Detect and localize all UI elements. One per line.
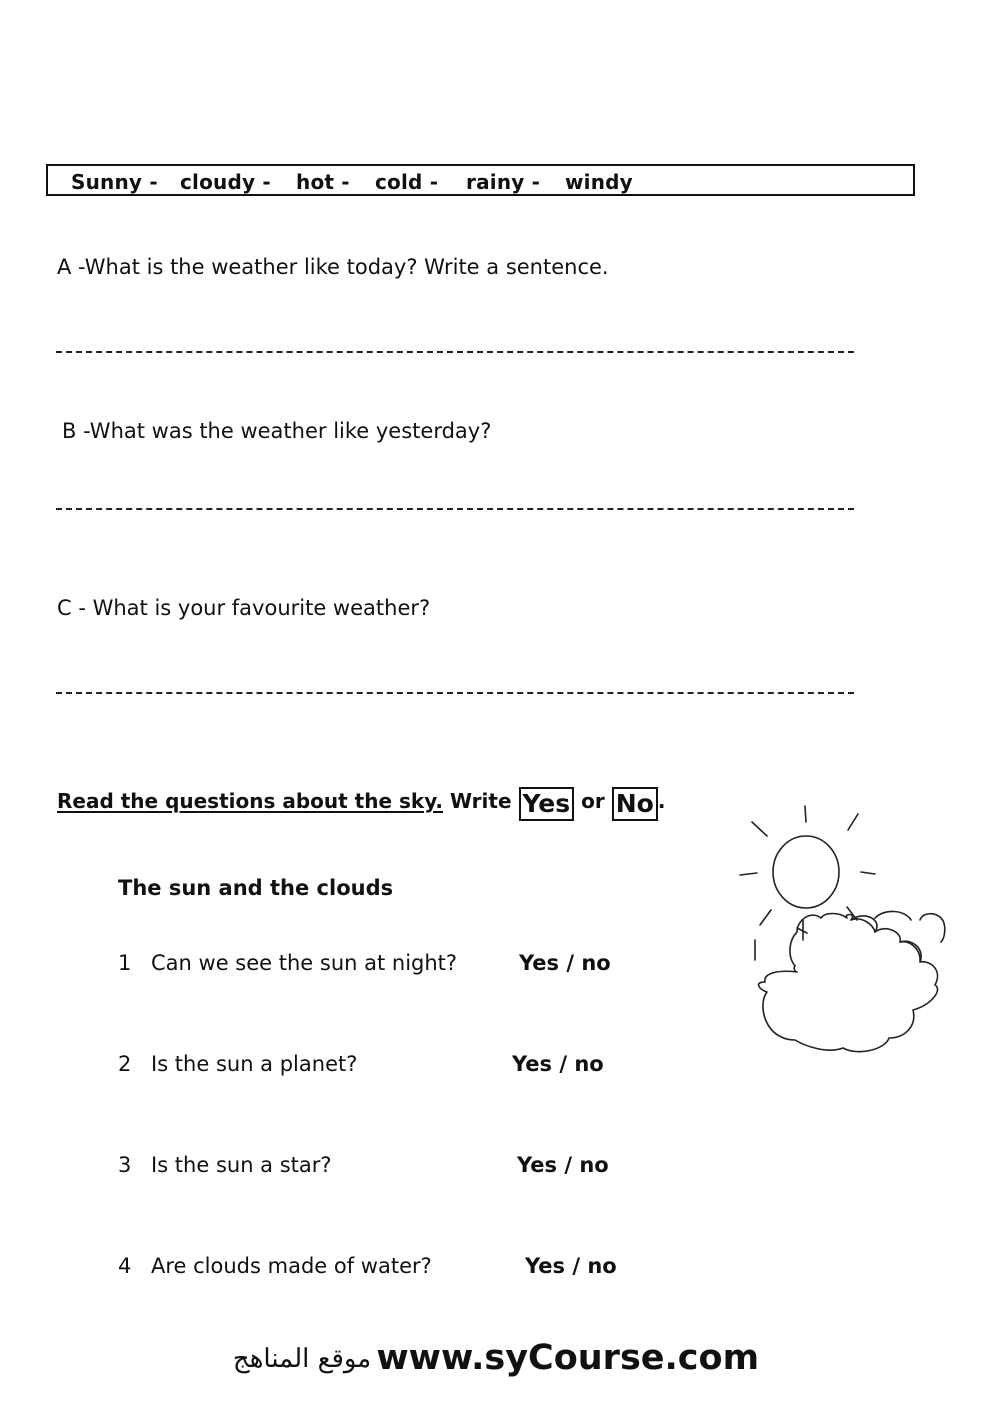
question-a: A -What is the weather like today? Write a sentence. xyxy=(57,255,609,279)
word-bank-item: cloudy - xyxy=(180,170,271,194)
sun-and-cloud-icon xyxy=(735,800,950,1060)
word-bank-item: hot - xyxy=(296,170,350,194)
section-title: The sun and the clouds xyxy=(118,876,394,900)
cloud-icon xyxy=(759,914,938,1052)
item-number: 2 xyxy=(118,1052,132,1076)
answer-line-a[interactable] xyxy=(56,351,854,353)
word-bank-box xyxy=(46,164,915,196)
item-answer-choice[interactable]: Yes / no xyxy=(512,1052,604,1076)
question-b: B -What was the weather like yesterday? xyxy=(62,419,492,443)
sun-icon xyxy=(773,836,839,908)
yes-box: Yes xyxy=(519,787,575,821)
item-question: Is the sun a star? xyxy=(151,1153,332,1177)
item-answer-choice[interactable]: Yes / no xyxy=(519,951,611,975)
question-c: C - What is your favourite weather? xyxy=(57,596,431,620)
item-answer-choice[interactable]: Yes / no xyxy=(517,1153,609,1177)
answer-line-c[interactable] xyxy=(56,692,854,694)
no-box: No xyxy=(612,787,658,821)
item-question: Are clouds made of water? xyxy=(151,1254,432,1278)
instruction-write: Write xyxy=(449,789,512,813)
item-question: Can we see the sun at night? xyxy=(151,951,458,975)
footer xyxy=(0,1338,992,1378)
item-answer-choice[interactable]: Yes / no xyxy=(525,1254,617,1278)
instruction-period: . xyxy=(657,789,666,813)
footer-arabic-label: موقع المناهج xyxy=(232,1344,372,1374)
instruction-line xyxy=(57,787,665,821)
word-bank-item: rainy - xyxy=(466,170,541,194)
footer-url[interactable]: www.syCourse.com xyxy=(376,1338,760,1378)
instruction-underlined: Read the questions about the sky. xyxy=(57,789,443,813)
instruction-or: or xyxy=(581,789,605,813)
item-number: 3 xyxy=(118,1153,132,1177)
answer-line-b[interactable] xyxy=(56,508,854,510)
item-number: 4 xyxy=(118,1254,132,1278)
item-number: 1 xyxy=(118,951,132,975)
item-question: Is the sun a planet? xyxy=(151,1052,358,1076)
word-bank-item: windy xyxy=(565,170,633,194)
word-bank-item: cold - xyxy=(375,170,439,194)
word-bank-item: Sunny - xyxy=(71,170,158,194)
